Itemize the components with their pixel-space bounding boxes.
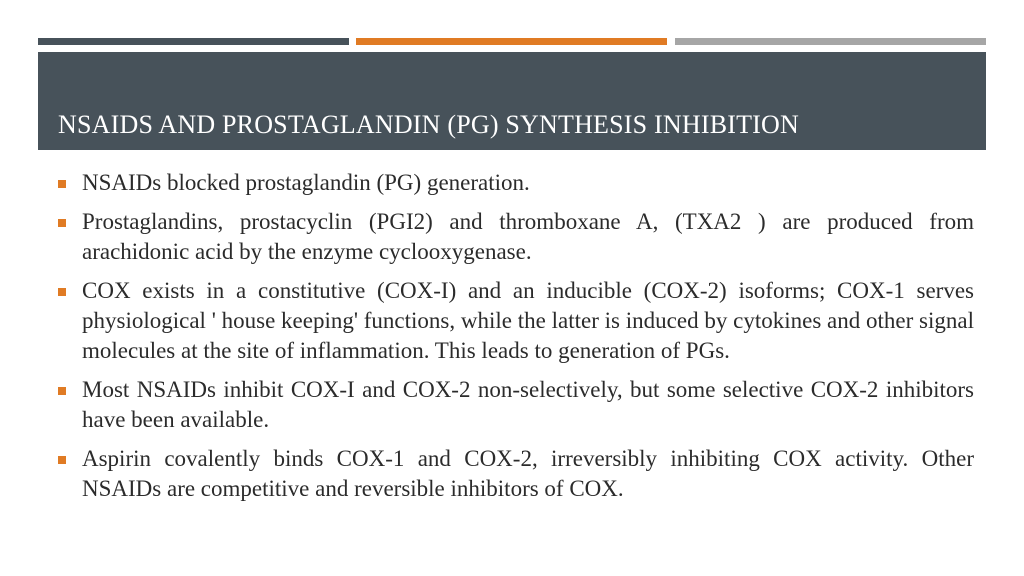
bullet-item xyxy=(58,375,974,435)
bullet-text: Most NSAIDs inhibit COX-I and COX-2 non-selectively, but some selective COX-2 inhibitors have been available. xyxy=(82,377,974,432)
bullet-text: NSAIDs blocked prostaglandin (PG) generation. xyxy=(82,170,530,195)
square-bullet-icon xyxy=(58,387,66,395)
bullet-text: COX exists in a constitutive (COX-I) and an inducible (COX-2) isoforms; COX-1 serves physiological ' house keeping' functions, while the latter is induced by cytokines and other signal molecules at the site of inflammation. This leads to generation of PGs. xyxy=(82,278,974,363)
square-bullet-icon xyxy=(58,180,66,188)
bullet-item xyxy=(58,276,974,366)
square-bullet-icon xyxy=(58,288,66,296)
accent-bar-orange xyxy=(356,38,667,45)
title-band xyxy=(38,52,986,150)
bullet-text: Aspirin covalently binds COX-1 and COX-2, irreversibly inhibiting COX activity. Other NSAIDs are competitive and reversible inhibitors of COX. xyxy=(82,446,974,501)
bullet-list xyxy=(58,168,974,513)
bullet-item xyxy=(58,444,974,504)
accent-bar-gray xyxy=(675,38,986,45)
slide-title: NSAIDS AND PROSTAGLANDIN (PG) SYNTHESIS INHIBITION xyxy=(58,110,799,139)
square-bullet-icon xyxy=(58,456,66,464)
bullet-text: Prostaglandins, prostacyclin (PGI2) and thromboxane A, (TXA2 ) are produced from arachidonic acid by the enzyme cyclooxygenase. xyxy=(82,209,974,264)
accent-bar-dark xyxy=(38,38,349,45)
bullet-item xyxy=(58,207,974,267)
square-bullet-icon xyxy=(58,219,66,227)
bullet-item xyxy=(58,168,974,198)
